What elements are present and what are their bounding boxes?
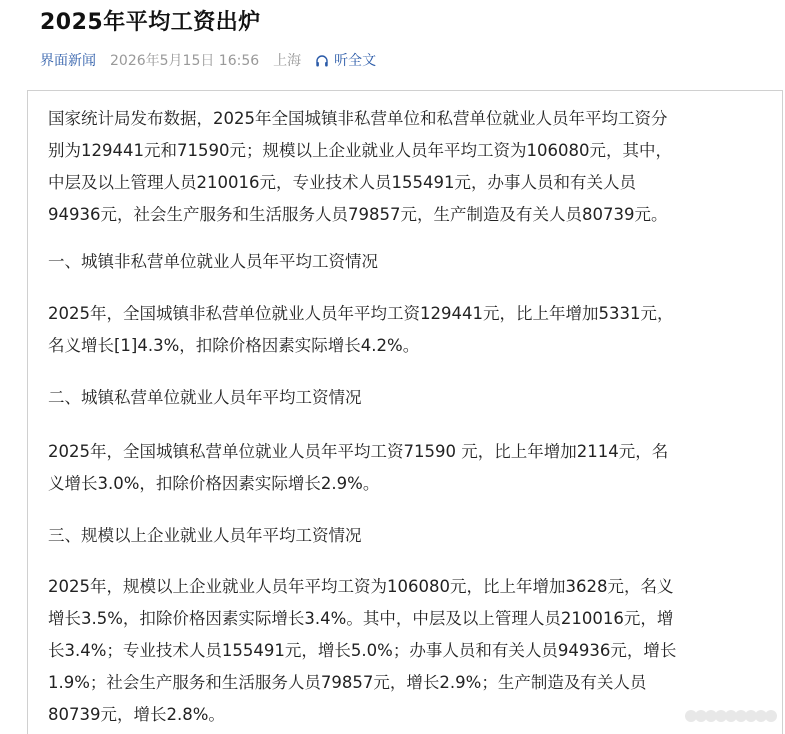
listen-button[interactable] — [315, 50, 376, 72]
watermark-dots — [687, 710, 777, 722]
intro-paragraph: 国家统计局发布数据，2025年全国城镇非私营单位和私营单位就业人员年平均工资分 别为129441元和71590元；规模以上企业就业人员年平均工资为106080元，其中， 中层及以上管理人员210016元，专业技术人员155491元，办事人员和有关人员 94936元，社会生产服务和生活服务人员79857元，生产制造及有关人员80739元。 — [48, 109, 672, 224]
publish-datetime: 2026年5月15日 16:56 — [110, 53, 260, 69]
section-heading-3: 三、规模以上企业就业人员年平均工资情况 — [48, 526, 362, 545]
listen-label: 听全文 — [334, 53, 377, 69]
section-paragraph-1: 2025年，全国城镇非私营单位就业人员年平均工资129441元，比上年增加5331元， 名义增长[1]4.3%，扣除价格因素实际增长4.2%。 — [48, 304, 674, 355]
headphones-icon — [315, 54, 329, 68]
section-paragraph-3: 2025年，规模以上企业就业人员年平均工资为106080元，比上年增加3628元，名义 增长3.5%，扣除价格因素实际增长3.4%。其中，中层及以上管理人员210016元，增 长3.4%；专业技术人员155491元，增长5.0%；办事人员和有关人员94936元，增长 1.9%；社会生产服务和生活服务人员79857元，增长2.9%；生产制造及有关人员 80739元，增长2.8%。 — [48, 577, 677, 724]
source-link[interactable]: 界面新闻 — [40, 53, 96, 69]
article-meta — [40, 50, 376, 72]
publish-location: 上海 — [273, 53, 302, 69]
section-paragraph-2: 2025年，全国城镇私营单位就业人员年平均工资71590 元，比上年增加2114元，名 义增长3.0%，扣除价格因素实际增长2.9%。 — [48, 442, 669, 493]
section-heading-2: 二、城镇私营单位就业人员年平均工资情况 — [48, 388, 362, 407]
section-heading-1: 一、城镇非私营单位就业人员年平均工资情况 — [48, 252, 378, 271]
article-title: 2025年平均工资出炉 — [40, 10, 261, 35]
